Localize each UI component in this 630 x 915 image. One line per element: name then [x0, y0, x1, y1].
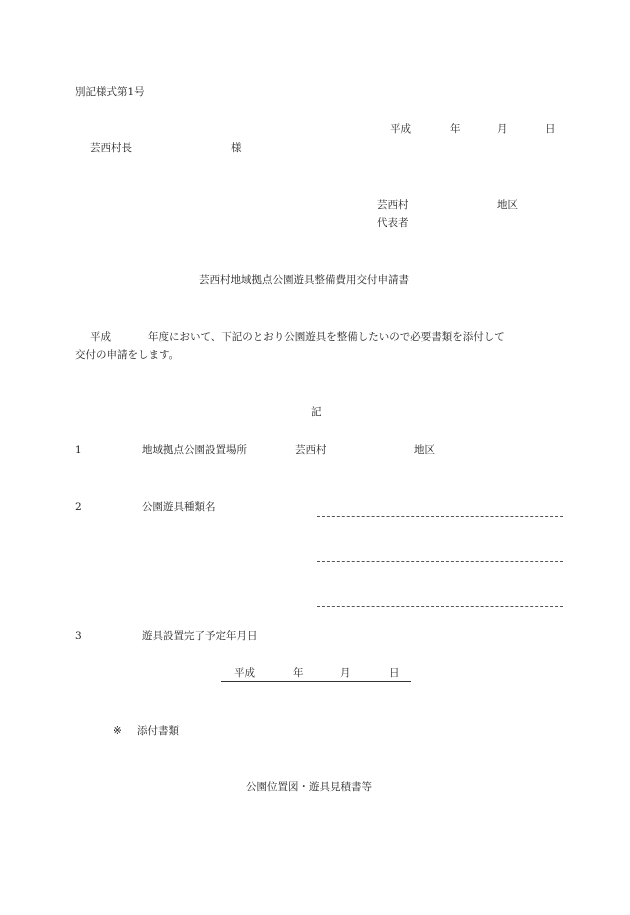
item-number: 1 — [75, 444, 82, 456]
applicant-village: 芸西村 — [377, 199, 409, 211]
body-era: 平成 — [90, 331, 111, 343]
document-title: 芸西村地域拠点公園遊具整備費用交付申請書 — [199, 274, 409, 286]
item-label: 公園遊具種類名 — [142, 501, 216, 513]
form-number: 別記様式第1号 — [75, 86, 145, 98]
item-village: 芸西村 — [295, 444, 327, 456]
item-label: 遊具設置完了予定年月日 — [142, 630, 258, 642]
addressee-name: 芸西村長 — [90, 142, 132, 154]
applicant-district: 地区 — [497, 199, 518, 211]
date-era: 平成 — [390, 123, 411, 135]
attachments-label: 添付書類 — [137, 725, 179, 737]
addressee-honorific: 様 — [231, 142, 242, 154]
equipment-name-line-3 — [317, 606, 563, 607]
completion-era: 平成 — [234, 667, 255, 679]
item-number: 2 — [75, 501, 82, 513]
completion-month: 月 — [340, 667, 351, 679]
item-district: 地区 — [414, 444, 435, 456]
date-month: 月 — [497, 123, 508, 135]
body-line-2: 交付の申請をします。 — [75, 349, 180, 361]
applicant-representative: 代表者 — [377, 217, 409, 229]
ki-heading: 記 — [311, 406, 322, 418]
completion-day: 日 — [389, 667, 400, 679]
equipment-name-line-1 — [317, 516, 563, 517]
item-number: 3 — [75, 630, 82, 642]
attachments-content: 公園位置図・遊具見積書等 — [246, 781, 372, 793]
item-label: 地域拠点公園設置場所 — [142, 444, 247, 456]
equipment-name-line-2 — [317, 561, 563, 562]
completion-date-underline — [221, 681, 411, 682]
body-line-1: 年度において、下記のとおり公園遊具を整備したいので必要書類を添付して — [148, 331, 505, 343]
date-day: 日 — [545, 123, 556, 135]
completion-year: 年 — [293, 667, 304, 679]
reference-mark: ※ — [113, 725, 122, 737]
date-year: 年 — [450, 123, 461, 135]
